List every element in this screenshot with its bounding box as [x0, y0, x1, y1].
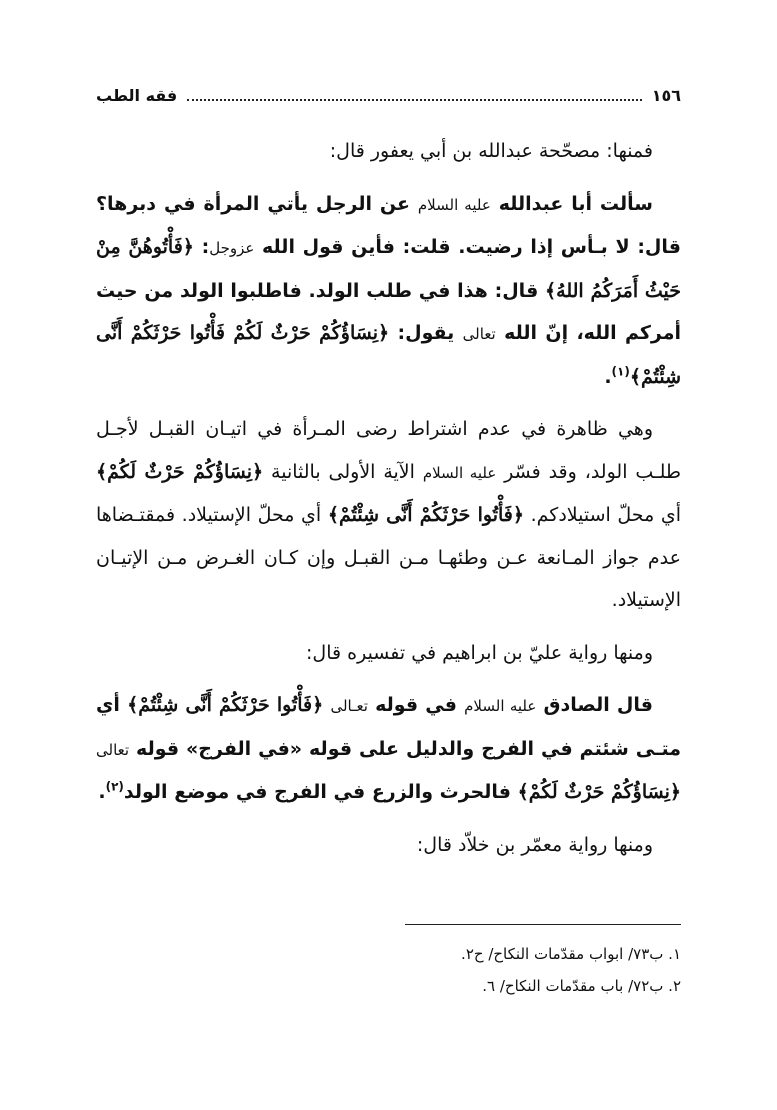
p3-text-e: أي محلّ الإستيلاد. فمقتـضاها عدم جواز المـانعة عـن وطئهـا مـن القبـل وإن كـان الغـرض مـن الإتيـان الإستيلاد.: [96, 504, 681, 611]
p5-text-c: في قوله: [375, 694, 465, 716]
running-header: [96, 86, 681, 105]
page-number: ١٥٦: [651, 86, 681, 105]
p1-text: فمنها: مصحّحة عبدالله بن أبي يعفور قال:: [329, 140, 653, 162]
p6-text: ومنها رواية معمّر بن خلاّد قال:: [416, 833, 653, 856]
paragraph-3: [96, 408, 681, 622]
p5-text-i: فالحرث والزرع في الفرج في موضع الولد: [123, 781, 518, 803]
p3-text-d: أي محلّ استيلادكم.: [524, 504, 682, 526]
p2-text-f: قال: هذا في طلب الولد. فاطلبوا الولد من حيث أمركم الله، إنّ الله: [96, 279, 681, 344]
honorific-small: عليه السلام: [422, 463, 497, 482]
honorific-small: عليه السلام: [464, 697, 537, 715]
footnote-ref-1: (١): [611, 364, 630, 379]
honorific-small: عزوجل: [209, 239, 255, 257]
paragraph-1: [96, 130, 681, 173]
paragraph-2-hadith: [96, 183, 681, 399]
quran-quote: ﴿نِسَاؤُكُمْ حَرْثٌ لَكُمْ فَأْتُوا حَرْثَكُمْ أَنَّى شِئْتُمْ﴾: [96, 322, 681, 388]
quran-quote: ﴿فَأْتُوا حَرْثَكُمْ أَنَّى شِئْتُمْ﴾: [127, 694, 324, 716]
footnote-divider: [405, 924, 681, 925]
honorific-small: تعـالى: [330, 697, 368, 715]
honorific-small: تعالى: [96, 740, 130, 759]
p5-text-end: .: [98, 781, 106, 803]
p2-text-h: يقول:: [389, 322, 463, 344]
p3-text-c: الآية الأولى بالثانية: [263, 460, 423, 483]
footnote-1: ١. ب٧٣/ ابواب مقدّمات النكاح/ ح٢.: [461, 945, 681, 963]
p2-text-c: عن الرجل يأتي المرأة في دبرها؟ قال: لا بـأس إذا رضيت. قلت: فأين قول الله: [96, 192, 681, 258]
paragraph-5-hadith: [96, 684, 681, 814]
footnotes: [96, 938, 681, 1002]
p2-text-e: :: [193, 236, 210, 258]
footnote-ref-2: (٢): [105, 779, 124, 794]
quran-quote: ﴿نِسَاؤُكُمْ حَرْثٌ لَكُمْ﴾: [96, 460, 264, 483]
running-title: فقه الطب: [96, 86, 178, 105]
quran-quote: ﴿فَأْتُوا حَرْثَكُمْ أَنَّى شِئْتُمْ﴾: [327, 504, 524, 526]
p4-text: ومنها رواية عليّ بن ابراهيم في تفسيره قال:: [306, 641, 653, 664]
main-text: [96, 130, 681, 876]
p3-text-a: وهي ظاهرة في عدم اشتراط رضى المـرأة في اتيـان القبـل لأجـل طلـب الولد، وقد فسّر: [96, 418, 682, 483]
honorific-small: تعالى: [462, 325, 496, 343]
p5-text-f: أي متـى شئتم في الفرج والدليل على قوله «في الفرج» قوله: [96, 694, 681, 760]
paragraph-4: [96, 632, 681, 675]
quran-quote: ﴿فَأْتُوهُنَّ مِنْ حَيْثُ أَمَرَكُمُ اللهُ﴾: [96, 236, 682, 302]
header-dot-leader: [187, 89, 641, 101]
quran-quote: ﴿نِسَاؤُكُمْ حَرْثٌ لَكُمْ﴾: [517, 781, 681, 803]
paragraph-6: [96, 824, 681, 867]
honorific-small: عليه السلام: [417, 195, 491, 214]
p2-text-end: .: [604, 365, 612, 388]
p2-text-a: سألت أبا عبدالله: [498, 192, 653, 215]
footnote-2: ٢. ب٧٢/ باب مقدّمات النكاح/ ٦.: [482, 977, 681, 995]
p5-text-a: قال الصادق: [543, 694, 653, 716]
